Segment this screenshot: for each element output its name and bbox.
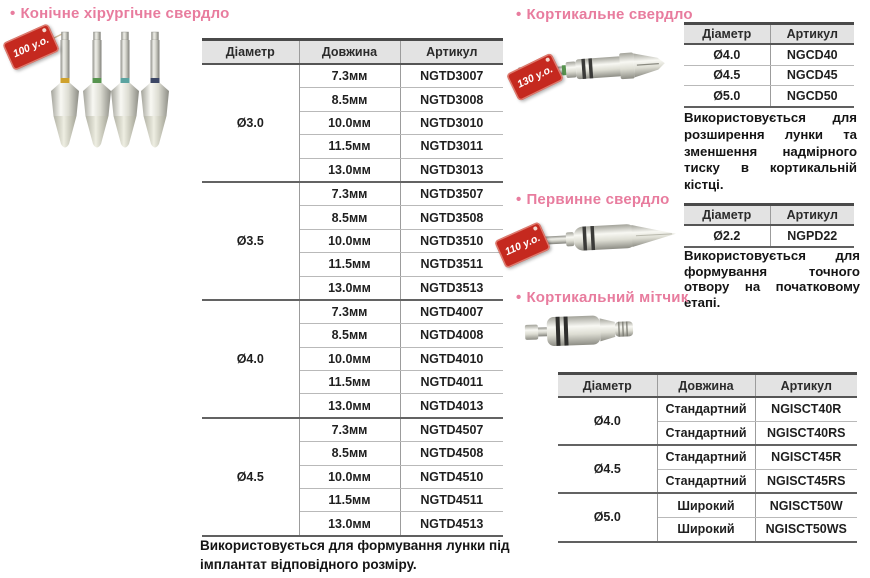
diameter-cell: Ø4.5	[558, 445, 657, 493]
section-title-primary-drill	[516, 191, 670, 208]
table-cell: NGTD4508	[400, 442, 503, 465]
table-cell: 11.5мм	[299, 371, 400, 394]
table-cell: 10.0мм	[299, 347, 400, 370]
table-cell: 7.3мм	[299, 182, 400, 206]
column-header: Артикул	[770, 205, 854, 226]
table-cell: Ø4.0	[684, 44, 770, 65]
drill-shape	[83, 32, 111, 148]
table-cell: 10.0мм	[299, 229, 400, 252]
table-cell: 13.0мм	[299, 158, 400, 182]
table-cell: 7.3мм	[299, 64, 400, 88]
section-title-text: Первинне свердло	[526, 191, 670, 208]
bullet-icon: •	[516, 191, 522, 208]
table-row	[684, 44, 854, 65]
column-header: Артикул	[400, 40, 503, 65]
conical-drill-table	[202, 38, 503, 537]
diameter-cell: Ø3.5	[202, 182, 299, 300]
table-cell: Широкий	[657, 493, 755, 517]
table-header-row	[558, 374, 857, 398]
table-cell: NGISCT45R	[755, 445, 857, 469]
column-header: Артикул	[755, 374, 857, 398]
conical-drill-note: Використовується для формування лунки під імплантат відповідного розміру.	[200, 538, 510, 572]
column-header: Діаметр	[684, 205, 770, 226]
table-cell: Ø5.0	[684, 86, 770, 107]
table-cell: NGTD4011	[400, 371, 503, 394]
table-row	[684, 65, 854, 86]
table-cell: NGTD3511	[400, 253, 503, 276]
table-cell: Стандартний	[657, 421, 755, 445]
tap-shape	[525, 314, 634, 347]
table-cell: NGTD3010	[400, 111, 503, 134]
table-header-row	[684, 24, 854, 45]
table-cell: NGISCT40R	[755, 397, 857, 421]
table-cell: Ø2.2	[684, 225, 770, 247]
column-header: Діаметр	[684, 24, 770, 45]
primary-drill-note: Використовується для формування точного отвору на початковому етапі.	[684, 248, 860, 310]
section-title-text: Кортикальний мітчик	[526, 289, 689, 306]
table-cell: NGTD3007	[400, 64, 503, 88]
column-header: Діаметр	[558, 374, 657, 398]
table-header-row	[202, 40, 503, 65]
table-cell: NGTD4007	[400, 300, 503, 324]
table-cell: 10.0мм	[299, 111, 400, 134]
table-cell: NGTD4507	[400, 418, 503, 442]
table-cell: 11.5мм	[299, 489, 400, 512]
table-cell: 13.0мм	[299, 276, 400, 300]
table-cell: Стандартний	[657, 397, 755, 421]
table-cell: NGCD50	[770, 86, 854, 107]
table-row	[558, 397, 857, 421]
table-cell: NGPD22	[770, 225, 854, 247]
table-cell: NGTD4513	[400, 512, 503, 536]
column-header: Довжина	[299, 40, 400, 65]
table-cell: Стандартний	[657, 445, 755, 469]
bullet-icon: •	[10, 5, 16, 22]
conical-drills-image	[12, 24, 196, 214]
table-cell: NGTD4008	[400, 324, 503, 347]
table-cell: 7.3мм	[299, 418, 400, 442]
section-title-text: Конічне хірургічне свердло	[20, 5, 230, 22]
column-header: Довжина	[657, 374, 755, 398]
column-header: Артикул	[770, 24, 854, 45]
section-title-cortical-drill	[516, 6, 693, 23]
table-cell: 11.5мм	[299, 135, 400, 158]
table-cell: NGTD3513	[400, 276, 503, 300]
table-cell: NGISCT45RS	[755, 469, 857, 493]
table-cell: NGISCT40RS	[755, 421, 857, 445]
table-header-row	[684, 205, 854, 226]
diameter-cell: Ø3.0	[202, 64, 299, 182]
table-cell: NGISCT50W	[755, 493, 857, 517]
table-cell: NGCD40	[770, 44, 854, 65]
table-row	[202, 64, 503, 88]
cortical-tap-image	[522, 302, 648, 364]
table-row	[202, 182, 503, 206]
table-cell: NGISCT50WS	[755, 517, 857, 541]
table-row	[558, 493, 857, 517]
table-cell: NGCD45	[770, 65, 854, 86]
cortical-tap-table	[558, 372, 857, 543]
price-tag: 110 у.о.	[494, 221, 551, 268]
cortical-drill-note: Використовується для розширення лунки та зменшення надмірного тиску в кортикальній кістці.	[684, 110, 857, 193]
table-cell: 11.5мм	[299, 253, 400, 276]
table-cell: NGTD4013	[400, 394, 503, 418]
cortical-tap-illustration	[522, 302, 648, 364]
section-title-text: Кортикальне свердло	[526, 6, 693, 23]
diameter-cell: Ø5.0	[558, 493, 657, 541]
table-cell: 8.5мм	[299, 88, 400, 111]
cortical-drill-table	[684, 22, 854, 108]
table-row	[684, 225, 854, 247]
bullet-icon: •	[516, 289, 522, 306]
table-cell: 13.0мм	[299, 394, 400, 418]
table-cell: 7.3мм	[299, 300, 400, 324]
table-cell: 8.5мм	[299, 206, 400, 229]
table-cell: 10.0мм	[299, 465, 400, 488]
table-cell: NGTD3510	[400, 229, 503, 252]
bullet-icon: •	[516, 6, 522, 23]
price-tag: 100 у.о.	[2, 23, 60, 71]
table-cell: Ø4.5	[684, 65, 770, 86]
table-row	[202, 300, 503, 324]
column-header: Діаметр	[202, 40, 299, 65]
table-cell: Стандартний	[657, 469, 755, 493]
table-cell: NGTD4511	[400, 489, 503, 512]
primary-drill-image	[504, 208, 686, 278]
table-cell: NGTD4510	[400, 465, 503, 488]
table-row	[558, 445, 857, 469]
table-cell: NGTD4010	[400, 347, 503, 370]
table-cell: 8.5мм	[299, 324, 400, 347]
table-cell: NGTD3013	[400, 158, 503, 182]
primary-drill-table	[684, 203, 854, 248]
price-tag: 130 у.о.	[506, 53, 564, 102]
diameter-cell: Ø4.0	[202, 300, 299, 418]
cortical-drill-image	[510, 34, 682, 116]
drill-shape	[111, 32, 139, 148]
diameter-cell: Ø4.5	[202, 418, 299, 536]
table-cell: 8.5мм	[299, 442, 400, 465]
table-row	[202, 418, 503, 442]
table-cell: Широкий	[657, 517, 755, 541]
table-row	[684, 86, 854, 107]
drill-shape	[141, 32, 169, 148]
table-cell: NGTD3508	[400, 206, 503, 229]
table-cell: NGTD3011	[400, 135, 503, 158]
table-cell: NGTD3008	[400, 88, 503, 111]
table-cell: 13.0мм	[299, 512, 400, 536]
section-title-conical-drill	[10, 5, 229, 22]
table-cell: NGTD3507	[400, 182, 503, 206]
diameter-cell: Ø4.0	[558, 397, 657, 445]
